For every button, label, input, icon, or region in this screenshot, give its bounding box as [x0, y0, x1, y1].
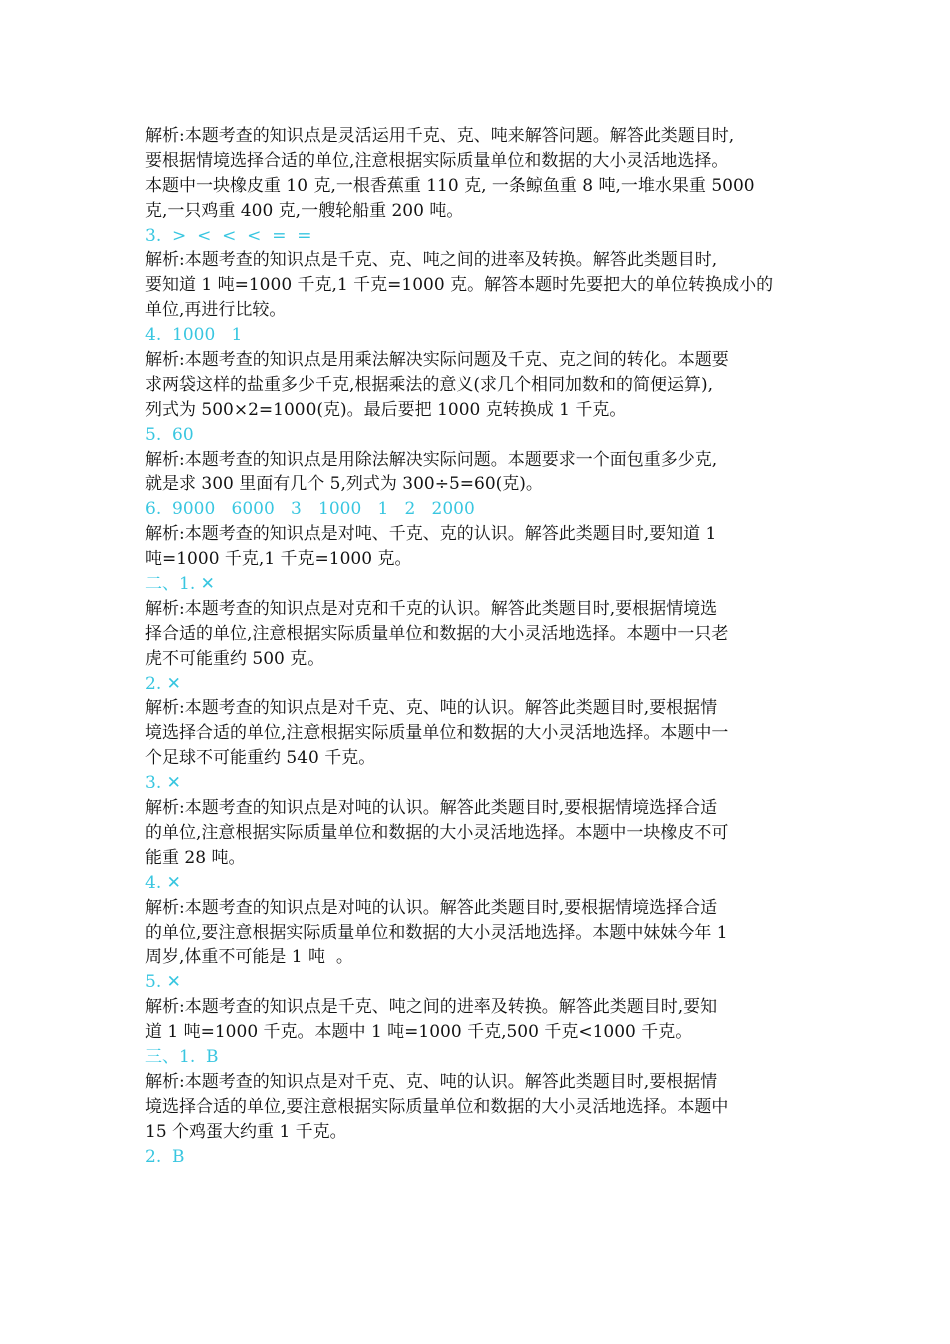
- explanation-line: 解析:本题考查的知识点是用除法解决实际问题。本题要求一个面包重多少克,: [145, 449, 718, 470]
- explanation-line: 要知道 1 吨=1000 千克,1 千克=1000 克。解答本题时先要把大的单位转换成小的: [145, 275, 774, 296]
- explanation-line: 列式为 500×2=1000(克)。最后要把 1000 克转换成 1 千克。: [145, 399, 627, 420]
- explanation-line: 的单位,要注意根据实际质量单位和数据的大小灵活地选择。本题中妹妹今年 1: [145, 922, 728, 943]
- explanation-line: 解析:本题考查的知识点是用乘法解决实际问题及千克、克之间的转化。本题要: [145, 350, 729, 371]
- answer-line: 4. ✕: [145, 872, 181, 893]
- answer-line: 2. B: [145, 1146, 185, 1167]
- answer-line: 5. 60: [145, 424, 194, 445]
- explanation-line: 解析:本题考查的知识点是灵活运用千克、克、吨来解答问题。解答此类题目时,: [145, 126, 735, 146]
- explanation-line: 解析:本题考查的知识点是对千克、克、吨的认识。解答此类题目时,要根据情: [145, 1071, 718, 1092]
- answer-line: 5. ✕: [145, 972, 181, 993]
- explanation-line: 解析:本题考查的知识点是对吨的认识。解答此类题目时,要根据情境选择合适: [145, 897, 718, 918]
- explanation-line: 个足球不可能重约 540 千克。: [145, 748, 376, 769]
- explanation-line: 要根据情境选择合适的单位,注意根据实际质量单位和数据的大小灵活地选择。: [145, 150, 729, 171]
- answer-line: 三、1. B: [145, 1046, 219, 1067]
- answer-line: 4. 1000 1: [145, 325, 243, 346]
- document-page: [145, 124, 810, 1169]
- explanation-line: 解析:本题考查的知识点是千克、吨之间的进率及转换。解答此类题目时,要知: [145, 997, 718, 1018]
- explanation-line: 择合适的单位,注意根据实际质量单位和数据的大小灵活地选择。本题中一只老: [145, 623, 729, 644]
- explanation-line: 吨=1000 千克,1 千克=1000 克。: [145, 549, 412, 570]
- explanation-line: 虎不可能重约 500 克。: [145, 648, 325, 669]
- answer-line: 2. ✕: [145, 673, 181, 694]
- explanation-line: 能重 28 吨。: [145, 847, 246, 868]
- explanation-line: 本题中一块橡皮重 10 克,一根香蕉重 110 克, 一条鲸鱼重 8 吨,一堆水果重 5000: [145, 175, 755, 196]
- explanation-line: 就是求 300 里面有几个 5,列式为 300÷5=60(克)。: [145, 474, 543, 495]
- explanation-line: 15 个鸡蛋大约重 1 千克。: [145, 1121, 347, 1142]
- explanation-line: 解析:本题考查的知识点是对克和千克的认识。解答此类题目时,要根据情境选: [145, 598, 718, 619]
- explanation-line: 解析:本题考查的知识点是千克、克、吨之间的进率及转换。解答此类题目时,: [145, 250, 718, 271]
- explanation-line: 克,一只鸡重 400 克,一艘轮船重 200 吨。: [145, 200, 464, 221]
- answer-line: 二、1. ✕: [145, 574, 215, 595]
- explanation-line: 境选择合适的单位,注意根据实际质量单位和数据的大小灵活地选择。本题中一: [145, 723, 729, 744]
- explanation-line: 的单位,注意根据实际质量单位和数据的大小灵活地选择。本题中一块橡皮不可: [145, 822, 729, 843]
- answer-line: 6. 9000 6000 3 1000 1 2 2000: [145, 499, 475, 520]
- explanation-line: 周岁,体重不可能是 1 吨 。: [145, 947, 353, 968]
- answer-line: 3. ✕: [145, 773, 181, 794]
- explanation-line: 解析:本题考查的知识点是对千克、克、吨的认识。解答此类题目时,要根据情: [145, 698, 718, 719]
- explanation-line: 解析:本题考查的知识点是对吨的认识。解答此类题目时,要根据情境选择合适: [145, 798, 718, 819]
- explanation-line: 道 1 吨=1000 千克。本题中 1 吨=1000 千克,500 千克<1000 千克。: [145, 1022, 693, 1043]
- explanation-line: 解析:本题考查的知识点是对吨、千克、克的认识。解答此类题目时,要知道 1: [145, 524, 717, 545]
- answer-line: 3. > < < < = =: [145, 225, 312, 246]
- explanation-line: 境选择合适的单位,要注意根据实际质量单位和数据的大小灵活地选择。本题中: [145, 1096, 729, 1117]
- explanation-line: 单位,再进行比较。: [145, 300, 287, 321]
- explanation-line: 求两袋这样的盐重多少千克,根据乘法的意义(求几个相同加数和的简便运算),: [145, 374, 714, 395]
